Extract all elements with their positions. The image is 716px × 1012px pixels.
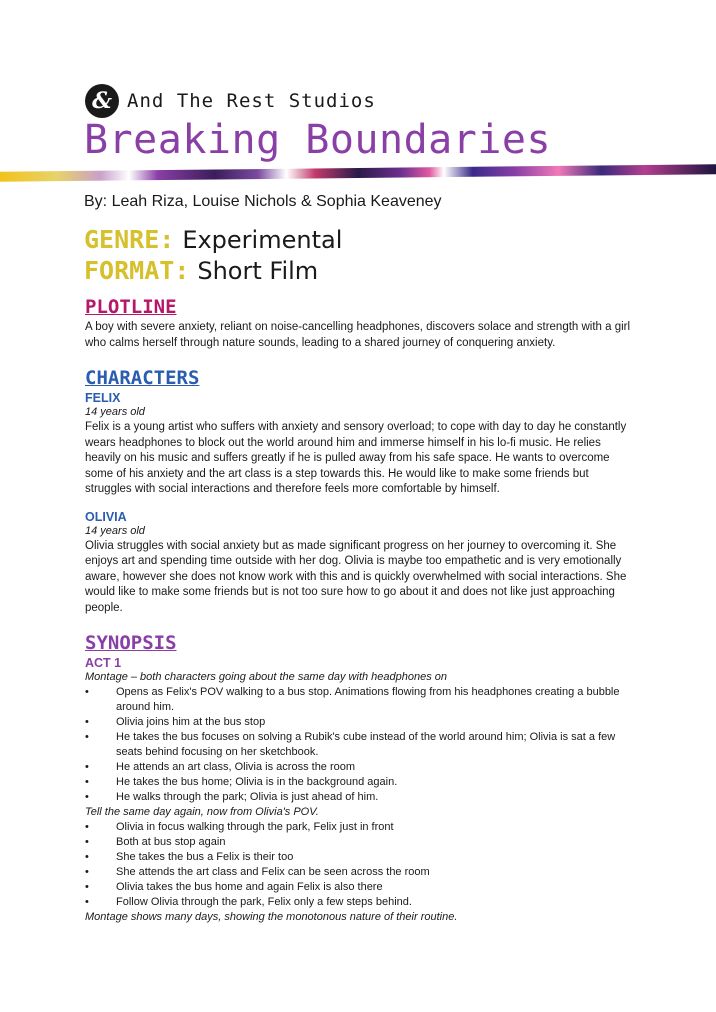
authors-line: By: Leah Riza, Louise Nichols & Sophia Keaveney [84,193,442,210]
list-item: • Follow Olivia through the park, Felix only a few steps behind. [85,896,412,908]
genre-value: Experimental [182,226,343,254]
meta-block [84,225,342,287]
genre-row [84,225,342,256]
list-item: • He attends an art class, Olivia is across the room [85,761,356,773]
felix-description: Felix is a young artist who suffers with anxiety and sensory overload; to cope with day to day he constantly wears headphones to block out the world around him and immerse himself in his lo-fi music. He relies heavily on his music and suffers greatly if he is pulled away from his safe space. He wants to overcome some of his anxiety and the art class is a step towards this. He would like to make some friends but struggles with social interactions and therefore feels more comfortable by himself. [85,421,627,495]
format-row [84,256,342,287]
decorative-banner [0,164,716,181]
felix-age: 14 years old [85,406,145,418]
list-item: • Opens as Felix's POV walking to a bus stop. Animations flowing from his headphones creating a bubble around him. [85,686,620,713]
studio-name: And The Rest Studios [127,90,376,112]
act1-heading: ACT 1 [85,656,122,670]
felix-name: FELIX [85,391,121,405]
plotline-text: A boy with severe anxiety, reliant on noise-cancelling headphones, discovers solace and strength with a girl who calms herself through nature sounds, leading to a shared journey of conquering anxiety. [85,321,631,349]
list-item: • She takes the bus a Felix is their too [85,851,294,863]
format-value: Short Film [197,257,319,285]
list-item: • Olivia takes the bus home and again Felix is also there [85,881,383,893]
document-body [85,296,635,925]
list-item: • Olivia joins him at the bus stop [85,716,266,728]
document-title: Breaking Boundaries [84,117,552,163]
studio-logo: & [85,84,119,118]
characters-heading: CHARACTERS [85,367,200,389]
list-item: • She attends the art class and Felix can be seen across the room [85,866,430,878]
list-item: • Olivia in focus walking through the park, Felix just in front [85,821,394,833]
plotline-heading: PLOTLINE [85,296,177,318]
felix-bullet-list [85,685,635,805]
olivia-name: OLIVIA [85,509,127,524]
montage-outro: Montage shows many days, showing the monotonous nature of their routine. [85,911,458,923]
olivia-description: Olivia struggles with social anxiety but as made significant progress on her journey to overcoming it. She enjoys art and spending time outside with her dog. Olivia is maybe too empathetic and is very emotionally aware, however she does not know work with this and is quickly overwhelmed with social interactions. She would like to make some friends but is not too sure how to go about it and does not like just approaching people. [85,539,627,614]
format-label: FORMAT: [84,256,190,285]
list-item: • Both at bus stop again [85,836,226,848]
retell-note: Tell the same day again, now from Olivia's POV. [85,806,319,818]
olivia-age: 14 years old [85,524,145,537]
studio-header [85,84,376,118]
synopsis-heading: SYNOPSIS [85,632,177,654]
list-item: • He walks through the park; Olivia is just ahead of him. [85,791,379,803]
list-item: • He takes the bus focuses on solving a Rubik's cube instead of the world around him; Olivia is sat a few seats behind focusing on her sketchbook. [85,731,616,758]
genre-label: GENRE: [84,225,175,254]
montage-intro: Montage – both characters going about the same day with headphones on [85,671,448,683]
list-item: • He takes the bus home; Olivia is in the background again. [85,776,398,788]
olivia-bullet-list [85,820,635,910]
